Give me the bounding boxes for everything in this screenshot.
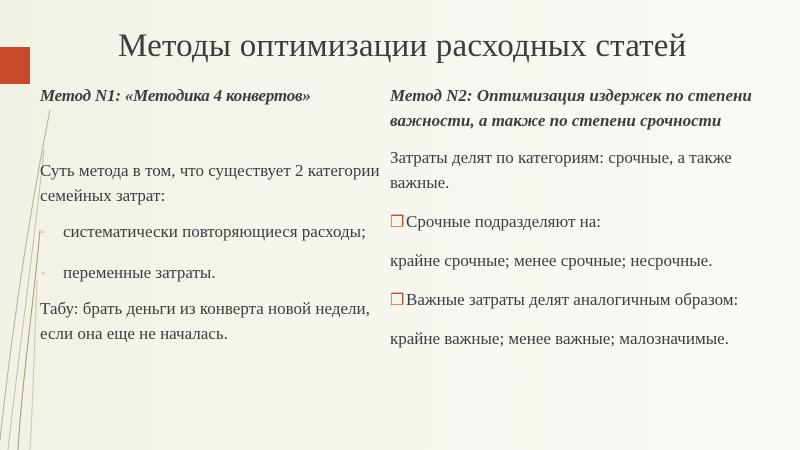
title-accent-bar [0, 47, 30, 84]
list-item-text: Срочные подразделяют на: [406, 212, 601, 231]
list-item [40, 260, 380, 285]
method-2-paragraph: Затраты делят по категориям: срочные, а также важные. [390, 148, 732, 192]
method-1-column [40, 83, 380, 346]
checkbox-outline-icon: ❒ [390, 290, 405, 309]
method-1-note: Табу: брать деньги из конверта новой недели, если она еще не началась. [40, 299, 370, 343]
list-item-text: Важные затраты делят аналогичным образом: [406, 290, 739, 309]
checkbox-outline-icon: ❒ [390, 212, 405, 231]
method-1-heading: Метод N1: «Методика 4 конвертов» [40, 86, 311, 105]
method-2-paragraph: крайне важные; менее важные; малозначимые. [390, 329, 729, 348]
list-item [390, 287, 775, 312]
list-item [40, 219, 380, 244]
method-2-paragraph: крайне срочные; менее срочные; несрочные. [390, 251, 713, 270]
method-2-heading: Метод N2: Оптимизация издержек по степени важности, а также по степени срочности [390, 86, 752, 130]
slide-title: Методы оптимизации расходных статей [118, 28, 687, 64]
method-2-column [390, 83, 775, 351]
dash-icon: - [41, 265, 45, 279]
list-item-text: переменные затраты. [63, 263, 216, 282]
dash-icon: - [41, 224, 45, 238]
method-1-intro: Суть метода в том, что существует 2 категории семейных затрат: [40, 161, 380, 205]
list-item-text: систематически повторяющиеся расходы; [63, 222, 366, 241]
list-item [390, 209, 775, 234]
